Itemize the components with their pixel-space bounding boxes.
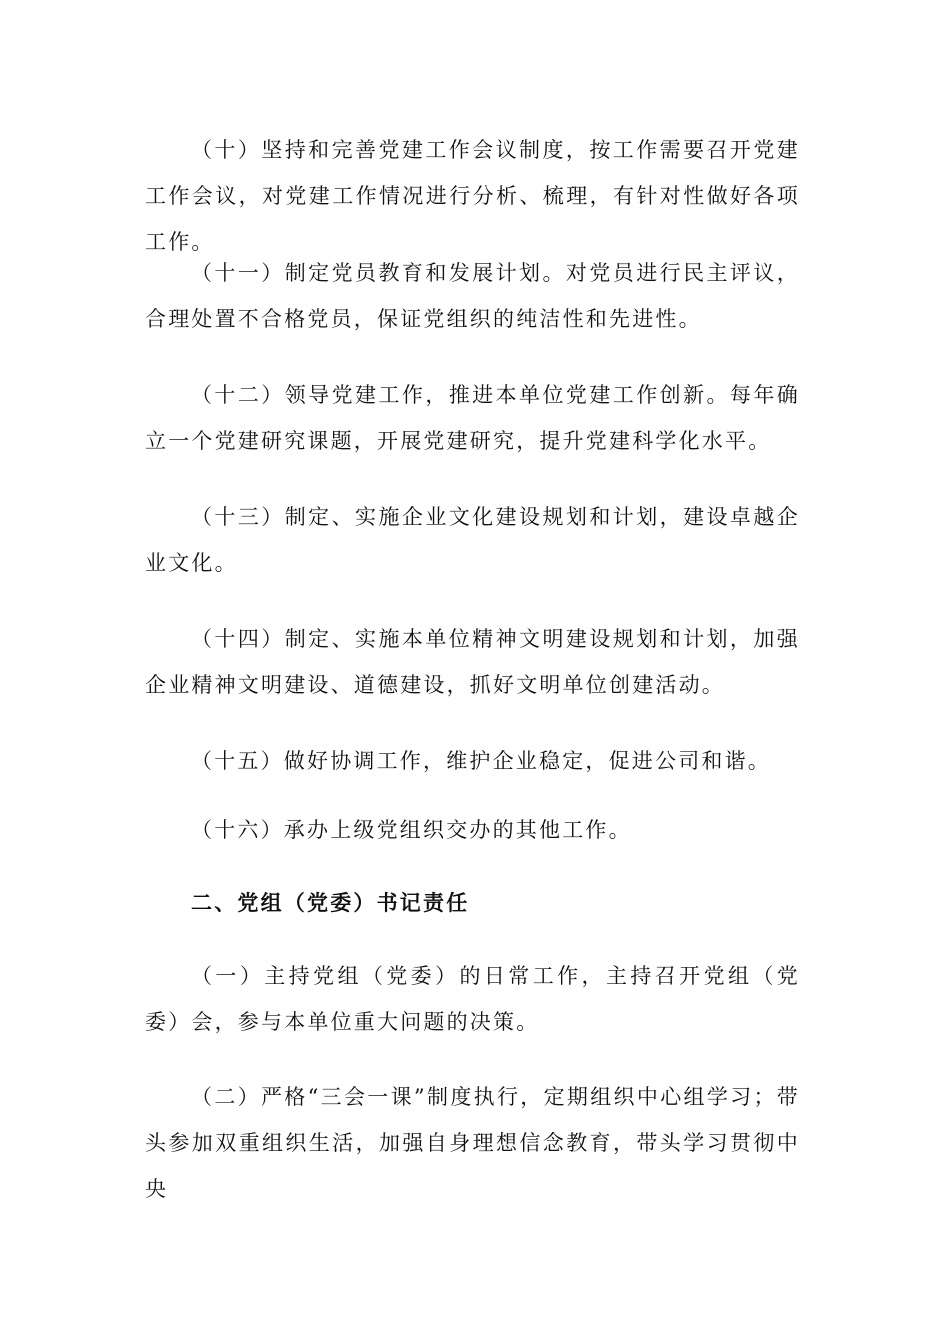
paragraph-13: （十三）制定、实施企业文化建设规划和计划，建设卓越企业文化。 (145, 505, 800, 575)
paragraph-10: （十）坚持和完善党建工作会议制度，按工作需要召开党建工作会议，对党建工作情况进行分析、梳理，有针对性做好各项工作。 (145, 138, 800, 254)
section-paragraph-2: （二）严格“三会一课”制度执行，定期组织中心组学习；带头参加双重组织生活，加强自身理想信念教育，带头学习贯彻中央 (145, 1085, 800, 1201)
section-paragraph-1: （一）主持党组（党委）的日常工作，主持召开党组（党委）会，参与本单位重大问题的决策。 (145, 964, 800, 1034)
paragraph-12: （十二）领导党建工作，推进本单位党建工作创新。每年确立一个党建研究课题，开展党建研究，提升党建科学化水平。 (145, 383, 800, 453)
paragraph-11: （十一）制定党员教育和发展计划。对党员进行民主评议，合理处置不合格党员，保证党组织的纯洁性和先进性。 (145, 261, 800, 331)
section-heading: 二、党组（党委）书记责任 (191, 890, 470, 915)
paragraph-16: （十六）承办上级党组织交办的其他工作。 (191, 818, 632, 842)
paragraph-15: （十五）做好协调工作，维护企业稳定，促进公司和谐。 (191, 749, 771, 773)
paragraph-14: （十四）制定、实施本单位精神文明建设规划和计划，加强企业精神文明建设、道德建设，抓好文明单位创建活动。 (145, 627, 800, 697)
